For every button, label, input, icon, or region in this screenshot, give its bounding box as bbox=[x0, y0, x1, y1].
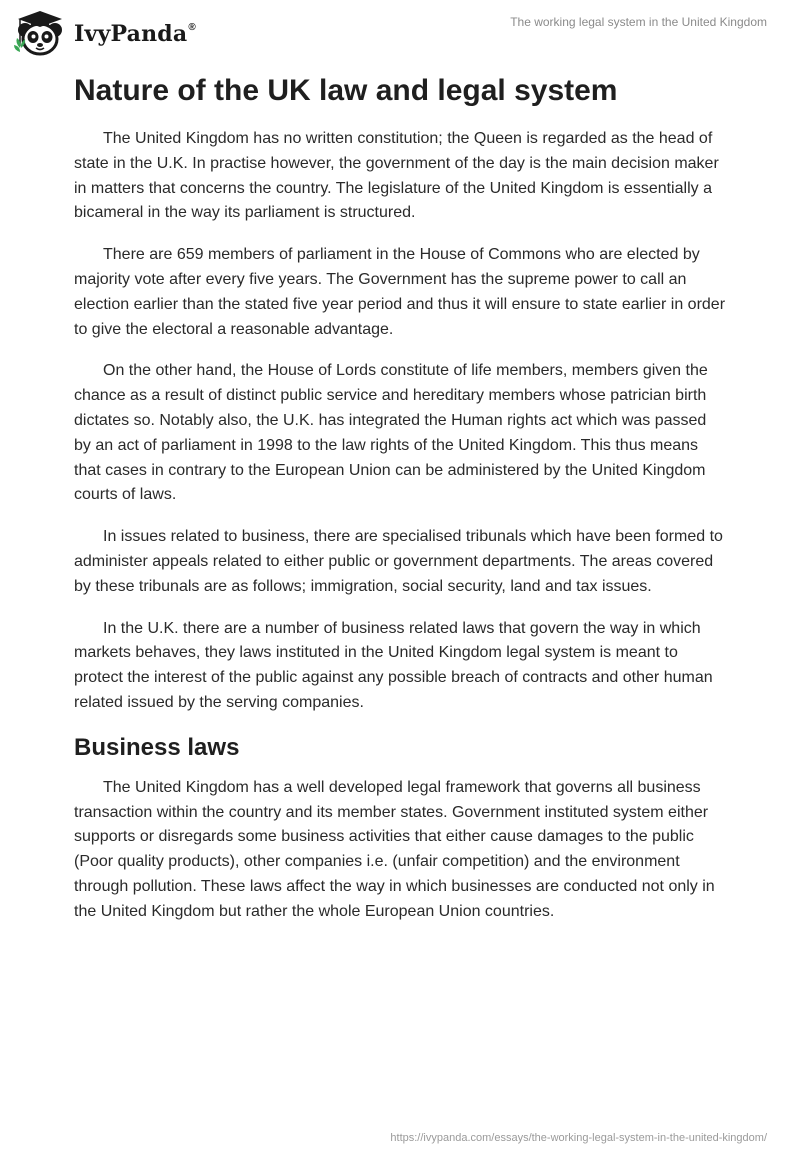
section-heading: Nature of the UK law and legal system bbox=[74, 74, 618, 107]
page-header bbox=[0, 0, 800, 64]
panda-graduation-cap-icon bbox=[14, 8, 68, 58]
source-url[interactable]: https://ivypanda.com/essays/the-working-legal-system-in-the-united-kingdom/ bbox=[390, 1132, 767, 1144]
ivypanda-logo[interactable] bbox=[14, 8, 196, 58]
section-heading: Business laws bbox=[74, 733, 240, 761]
registered-mark: ® bbox=[188, 21, 196, 33]
paragraph: On the other hand, the House of Lords constitute of life members, members given the chance as a result of distinct public service and hereditary members whose patrician birth dictates so. Notably also, the U.K. has integrated the Human rights act which was passed by an act of parliament in 1998 to the law rights of the United Kingdom. This thus means that cases in contrary to the European Union can be administered by the United Kingdom courts of laws. bbox=[74, 362, 708, 504]
paragraph: The United Kingdom has no written constitution; the Queen is regarded as the head of state in the U.K. In practise however, the government of the day is the main decision maker in matters that concerns the country. The legislature of the United Kingdom is essentially a bicameral in the way its parliament is structured. bbox=[74, 130, 719, 222]
paragraph: In issues related to business, there are specialised tribunals which have been formed to administer appeals related to either public or government departments. The areas covered by these tribunals are as follows; immigration, social security, land and tax issues. bbox=[74, 528, 723, 595]
brand-text: IvyPanda bbox=[74, 21, 188, 47]
paragraph: The United Kingdom has a well developed legal framework that governs all business transaction within the country and its member states. Government instituted system either supports or disregards some business activities that either cause damages to the public (Poor quality products), other companies i.e. (unfair competition) and the environment through pollution. These laws affect the way in which businesses are conducted not only in the United Kingdom but rather the whole European Union countries. bbox=[74, 778, 715, 920]
article-body bbox=[74, 72, 726, 942]
running-title: The working legal system in the United Kingdom bbox=[510, 15, 767, 29]
brand-name bbox=[74, 21, 196, 47]
paragraph: In the U.K. there are a number of business related laws that govern the way in which markets behaves, they laws instituted in the United Kingdom legal system is meant to protect the interest of the public against any possible breach of contracts and other human related issued by the serving companies. bbox=[74, 619, 713, 711]
paragraph: There are 659 members of parliament in the House of Commons who are elected by majority vote after every five years. The Government has the supreme power to call an election earlier than the stated five year period and thus it will ensure to state earlier in order to give the electoral a reasonable advantage. bbox=[74, 246, 726, 338]
